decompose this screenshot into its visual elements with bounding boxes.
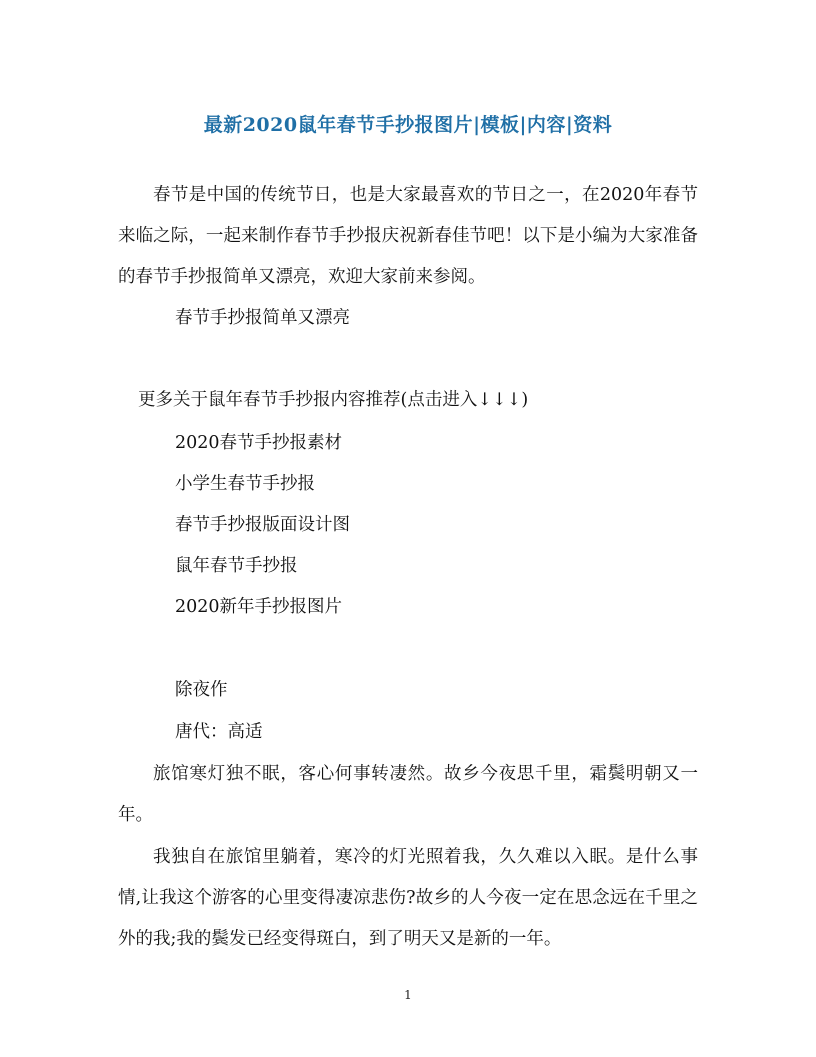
translation-paragraph: 我独自在旅馆里躺着，寒冷的灯光照着我，久久难以入眠。是什么事情,让我这个游客的心里变得凄凉悲伤?故乡的人今夜一定在思念远在千里之外的我;我的鬓发已经变得斑白，到了明天又是新的一年。 (118, 847, 698, 949)
recommendation-link[interactable]: 2020春节手抄报素材 (175, 433, 343, 453)
recommendation-link[interactable]: 2020新年手抄报图片 (175, 597, 343, 617)
recommendation-link[interactable]: 春节手抄报版面设计图 (175, 515, 350, 535)
document-title: 最新2020鼠年春节手抄报图片|模板|内容|资料 (203, 114, 613, 136)
translation-block (118, 837, 698, 960)
intro-paragraph: 春节是中国的传统节日，也是大家最喜欢的节日之一，在2020年春节来临之际，一起来制作春节手抄报庆祝新春佳节吧！以下是小编为大家准备的春节手抄报简单又漂亮，欢迎大家前来参阅。 (118, 185, 698, 287)
page-number: 1 (404, 988, 412, 1002)
intro-block (118, 175, 698, 298)
poem-title: 除夜作 (175, 680, 228, 700)
subheading: 春节手抄报简单又漂亮 (175, 308, 350, 328)
poem-author: 唐代：高适 (175, 722, 263, 742)
recommendation-link[interactable]: 小学生春节手抄报 (175, 474, 315, 494)
more-recommendations-heading: 更多关于鼠年春节手抄报内容推荐(点击进入↓↓↓) (138, 390, 529, 410)
poem-text: 旅馆寒灯独不眠，客心何事转凄然。故乡今夜思千里，霜鬓明朝又一年。 (118, 764, 698, 825)
recommendation-link[interactable]: 鼠年春节手抄报 (175, 556, 298, 576)
poem-block (118, 754, 698, 836)
